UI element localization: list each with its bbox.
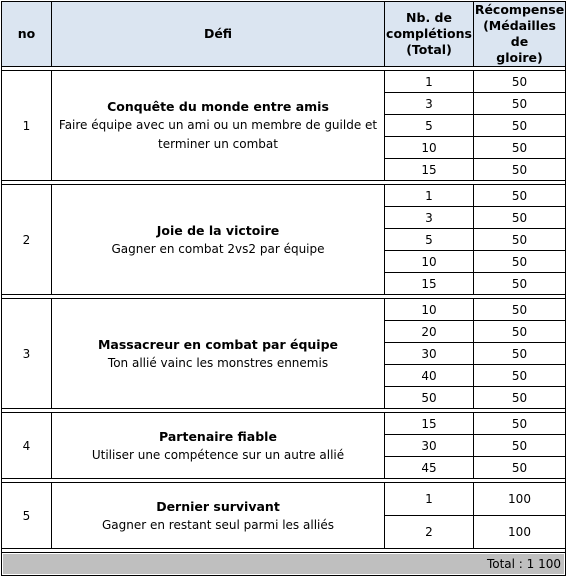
- reward-value: 50: [474, 413, 566, 435]
- reward-value: 50: [474, 251, 566, 273]
- table-row: [2, 413, 566, 435]
- reward-value: 50: [474, 229, 566, 251]
- challenge-title: Massacreur en combat par équipe: [97, 336, 339, 352]
- reward-value: 50: [474, 207, 566, 229]
- total-row: [2, 553, 566, 576]
- header-no: no: [2, 2, 52, 67]
- challenge-description: terminer un combat: [158, 137, 278, 151]
- table-row: [2, 483, 566, 516]
- completions-value: 5: [385, 115, 474, 137]
- reward-value: 50: [474, 343, 566, 365]
- header-row: [2, 2, 566, 67]
- reward-value: 100: [474, 516, 566, 549]
- completions-value: 20: [385, 321, 474, 343]
- challenge-cell: [52, 71, 385, 181]
- challenge-title: Joie de la victoire: [156, 222, 280, 238]
- reward-value: 100: [474, 483, 566, 516]
- reward-value: 50: [474, 435, 566, 457]
- challenge-cell: [52, 299, 385, 409]
- challenge-cell: [52, 483, 385, 549]
- challenge-description: Ton allié vainc les monstres ennemis: [107, 355, 329, 370]
- completions-value: 15: [385, 413, 474, 435]
- completions-value: 5: [385, 229, 474, 251]
- challenges-body: [2, 67, 566, 576]
- table-row: [2, 71, 566, 93]
- completions-value: 3: [385, 93, 474, 115]
- table-row: [2, 299, 566, 321]
- header-reward: [474, 2, 566, 67]
- header-completions-line: (Total): [406, 42, 452, 57]
- challenge-cell: [52, 185, 385, 295]
- header-completions-line: complétions: [386, 26, 472, 41]
- challenge-number: 1: [2, 71, 52, 181]
- completions-value: 45: [385, 457, 474, 479]
- completions-value: 10: [385, 251, 474, 273]
- completions-value: 50: [385, 387, 474, 409]
- completions-value: 30: [385, 435, 474, 457]
- completions-value: 1: [385, 185, 474, 207]
- challenge-number: 3: [2, 299, 52, 409]
- challenge-description: Faire équipe avec un ami ou un membre de guilde et: [58, 118, 378, 132]
- completions-value: 3: [385, 207, 474, 229]
- completions-value: 40: [385, 365, 474, 387]
- reward-value: 50: [474, 137, 566, 159]
- challenge-number: 5: [2, 483, 52, 549]
- header-reward-line: Récompense: [474, 2, 565, 17]
- reward-value: 50: [474, 321, 566, 343]
- completions-value: 2: [385, 516, 474, 549]
- challenge-number: 2: [2, 185, 52, 295]
- table-row: [2, 185, 566, 207]
- header-completions: [385, 2, 474, 67]
- header-reward-line: gloire): [496, 50, 543, 65]
- reward-value: 50: [474, 93, 566, 115]
- challenge-cell: [52, 413, 385, 479]
- completions-value: 1: [385, 483, 474, 516]
- challenge-title: Conquête du monde entre amis: [107, 99, 329, 114]
- reward-value: 50: [474, 115, 566, 137]
- completions-value: 30: [385, 343, 474, 365]
- completions-value: 1: [385, 71, 474, 93]
- reward-value: 50: [474, 159, 566, 181]
- reward-value: 50: [474, 71, 566, 93]
- reward-value: 50: [474, 299, 566, 321]
- completions-value: 10: [385, 137, 474, 159]
- challenge-description: Gagner en combat 2vs2 par équipe: [111, 241, 325, 256]
- challenge-title: Partenaire fiable: [159, 428, 277, 444]
- completions-value: 15: [385, 159, 474, 181]
- header-completions-line: Nb. de: [406, 10, 452, 25]
- reward-value: 50: [474, 457, 566, 479]
- challenges-table: [1, 1, 566, 576]
- completions-value: 10: [385, 299, 474, 321]
- reward-value: 50: [474, 185, 566, 207]
- challenge-number: 4: [2, 413, 52, 479]
- header-defi: Défi: [52, 2, 385, 67]
- challenge-title: Dernier survivant: [156, 498, 280, 514]
- completions-value: 15: [385, 273, 474, 295]
- header-reward-line: (Médailles de: [483, 18, 556, 49]
- reward-value: 50: [474, 273, 566, 295]
- reward-value: 50: [474, 387, 566, 409]
- reward-value: 50: [474, 365, 566, 387]
- challenge-description: Utiliser une compétence sur un autre allié: [91, 447, 345, 462]
- total-label: Total : 1 100: [2, 553, 566, 576]
- challenge-description: Gagner en restant seul parmi les alliés: [102, 517, 334, 532]
